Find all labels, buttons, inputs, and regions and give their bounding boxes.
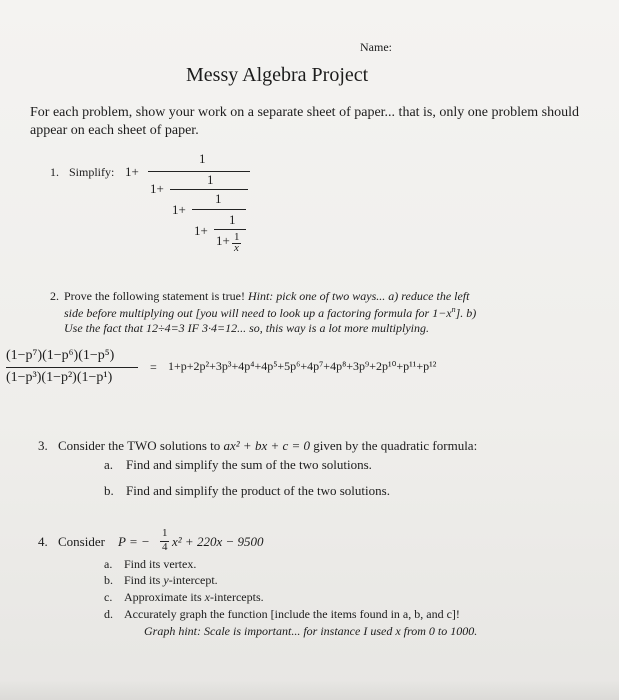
problem-2-line1 [64,289,469,304]
problem-2-line3 [64,321,429,336]
problem-2-line3-a: Use the fact that 12÷4=3 [64,321,185,335]
cf-level3-bar [192,209,246,210]
cf-level1-bar [148,171,250,172]
problem-3-text-a: Consider the TWO solutions to [58,438,221,453]
problem-2-hint: Hint: pick one of two ways... a) reduce the left [247,289,470,303]
parabola-rhs: x² + 220x − 9500 [172,534,264,549]
problem-3-item-b-letter: b. [104,483,114,498]
identity-rhs: 1+p+2p²+3p³+4p⁴+4p⁵+5p⁶+4p⁷+4p⁸+3p⁹+2p¹⁰+p¹¹+p¹² [168,359,437,373]
problem-4-item-b [124,573,218,588]
problem-4-item-c [124,590,264,605]
problem-4-number: 4. [38,534,48,549]
cf-level4-plus: 1+ [194,223,208,238]
cf-level2-plus: 1+ [150,181,164,196]
problem-4-item-a: Find its vertex. [124,557,197,571]
problem-4-consider: Consider [58,534,105,549]
problem-4-item-c-var: x [204,590,210,604]
identity-denominator: (1−p³)(1−p²)(1−p¹) [6,370,113,385]
cf-level5-plus: 1+ [216,233,230,248]
problem-2-line3-b: 3·4=12... so, this way is a lot more multiplying. [202,321,429,335]
identity-numerator: (1−p⁷)(1−p⁶)(1−p⁵) [6,348,115,363]
problem-2-number: 2. [50,289,59,303]
cf-level1-plus: 1+ [125,164,139,179]
instructions: For each problem, show your work on a separate sheet of paper... that is, only one problem should appear on each sheet of paper. [30,105,579,138]
problem-1-number: 1. [50,165,59,179]
problem-3-item-b: Find and simplify the product of the two solutions. [126,483,390,498]
page-title: Messy Algebra Project [186,64,369,86]
cf-level3-numerator: 1 [215,191,222,206]
cf-level5-denominator: x [234,242,239,254]
name-label: Name: [360,40,392,54]
cf-level3-plus: 1+ [172,202,186,217]
problem-2-prompt: Prove the following statement is true! [64,289,245,303]
problem-3-item-a: Find and simplify the sum of the two solutions. [126,457,372,472]
cf-level5-numerator: 1 [234,231,240,243]
problem-2-line2-end: ]. b) [455,306,477,320]
problem-4-item-b-b: -intercept. [168,573,218,587]
cf-level2-bar [170,189,248,190]
parabola-frac-num: 1 [162,527,168,539]
problem-3-item-a-letter: a. [104,457,114,472]
cf-level4-numerator: 1 [229,212,236,227]
problem-4-item-a-letter: a. [104,557,113,571]
problem-4-item-d-letter: d. [104,607,113,621]
identity-fraction-bar [6,367,138,368]
page-shadow [0,680,619,700]
problem-2-line2-text: side before multiplying out [you will need to look up a factoring formula for 1−x [64,306,452,320]
problem-2-line2 [64,305,476,321]
cf-level2-numerator: 1 [207,172,214,187]
problem-3-number: 3. [38,438,48,453]
identity-equals: = [150,360,157,374]
cf-level1-numerator: 1 [199,151,206,166]
problem-4-item-b-letter: b. [104,573,113,587]
problem-4-item-b-var: y [163,573,169,587]
problem-4-item-c-letter: c. [104,590,113,604]
problem-3-text [58,438,477,454]
problem-2-line3-if: IF [187,321,199,335]
problem-4-item-c-a: Approximate its [124,590,202,604]
problem-4-item-b-a: Find its [124,573,161,587]
problem-4-item-c-b: -intercepts. [209,590,264,604]
quadratic-equation: ax² + bx + c = 0 [223,438,311,453]
graph-hint: Graph hint: Scale is important... for instance I used x from 0 to 1000. [144,624,478,638]
cf-level4-bar [214,229,246,230]
parabola-lhs: P = − [118,534,150,549]
problem-4-item-d: Accurately graph the function [include the items found in a, b, and c]! [124,607,460,621]
problem-1-label: Simplify: [69,165,115,179]
problem-2-line2-exp: n [451,305,456,314]
parabola-frac-den: 4 [162,541,168,553]
problem-3-text-b: given by the quadratic formula: [313,438,478,453]
